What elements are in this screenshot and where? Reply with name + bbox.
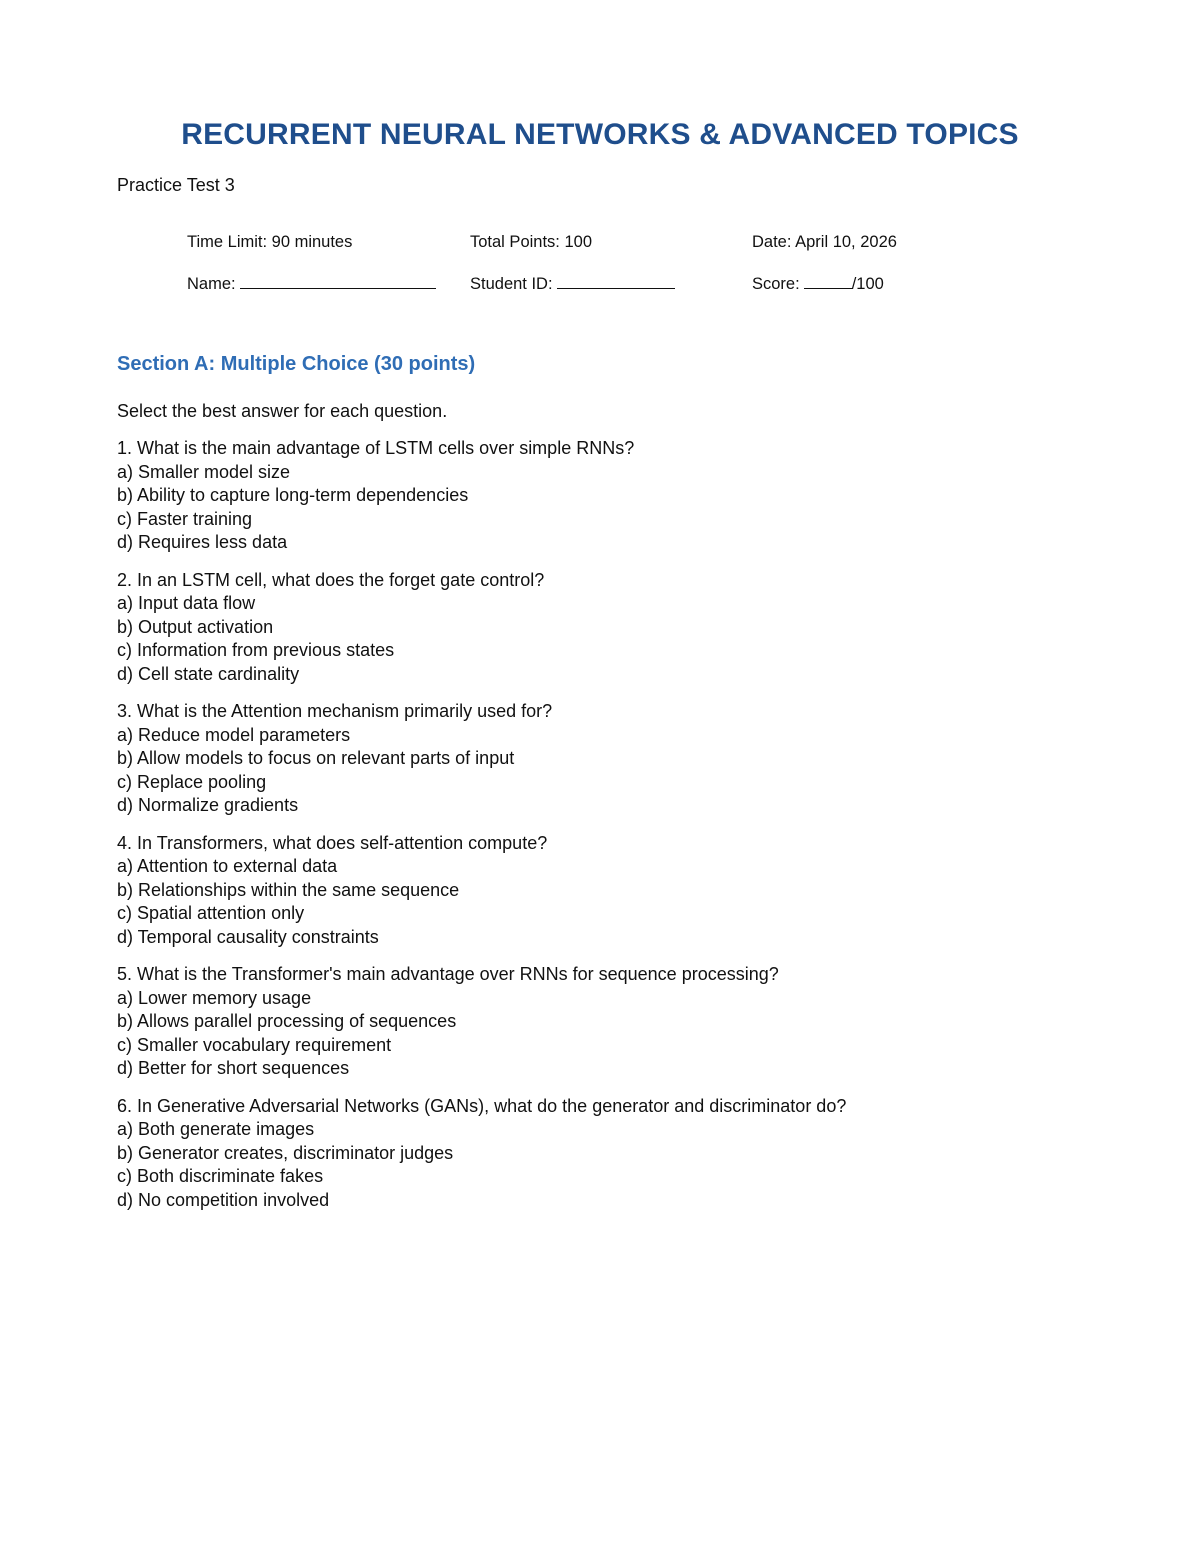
answer-option-d: d) Requires less data bbox=[117, 532, 288, 552]
question-text: 3. What is the Attention mechanism primarily used for? bbox=[117, 701, 553, 721]
score-label: Score: bbox=[752, 275, 800, 293]
score-field bbox=[752, 274, 884, 294]
answer-option-c: c) Information from previous states bbox=[117, 640, 395, 660]
time-limit: Time Limit: 90 minutes bbox=[187, 233, 353, 251]
answer-option-d: d) Cell state cardinality bbox=[117, 663, 300, 684]
section-a-heading: Section A: Multiple Choice (30 points) bbox=[117, 353, 476, 375]
question-5 bbox=[117, 963, 1117, 1081]
question-list bbox=[117, 437, 1117, 1226]
answer-option-a: a) Attention to external data bbox=[117, 856, 338, 876]
score-blank bbox=[804, 274, 852, 289]
answer-option-d: d) Normalize gradients bbox=[117, 795, 299, 815]
name-field bbox=[187, 274, 436, 294]
question-4 bbox=[117, 832, 1117, 950]
answer-option-b: b) Allow models to focus on relevant parts of input bbox=[117, 748, 515, 768]
document-title: RECURRENT NEURAL NETWORKS & ADVANCED TOPICS bbox=[181, 118, 1019, 151]
answer-option-c: c) Smaller vocabulary requirement bbox=[117, 1034, 392, 1055]
answer-option-d: d) Temporal causality constraints bbox=[117, 926, 379, 947]
question-6 bbox=[117, 1095, 1117, 1213]
answer-option-b: b) Generator creates, discriminator judges bbox=[117, 1142, 454, 1163]
answer-option-c: c) Both discriminate fakes bbox=[117, 1166, 324, 1186]
question-3 bbox=[117, 700, 1117, 818]
answer-option-a: a) Smaller model size bbox=[117, 461, 291, 482]
question-text: 4. In Transformers, what does self-attention compute? bbox=[117, 832, 548, 853]
answer-option-a: a) Both generate images bbox=[117, 1119, 315, 1139]
score-suffix: /100 bbox=[851, 275, 884, 293]
answer-option-d: d) No competition involved bbox=[117, 1189, 330, 1210]
answer-option-c: c) Spatial attention only bbox=[117, 903, 305, 923]
answer-option-b: b) Relationships within the same sequence bbox=[117, 879, 460, 900]
document-subtitle: Practice Test 3 bbox=[117, 175, 235, 195]
student-id-label: Student ID: bbox=[470, 275, 553, 293]
answer-option-a: a) Input data flow bbox=[117, 593, 256, 613]
answer-option-c: c) Replace pooling bbox=[117, 771, 267, 792]
question-text: 6. In Generative Adversarial Networks (GANs), what do the generator and discriminator do? bbox=[117, 1095, 847, 1116]
student-id-blank bbox=[557, 274, 675, 289]
answer-option-b: b) Allows parallel processing of sequences bbox=[117, 1011, 457, 1031]
question-text: 5. What is the Transformer's main advantage over RNNs for sequence processing? bbox=[117, 964, 779, 984]
question-text: 2. In an LSTM cell, what does the forget gate control? bbox=[117, 569, 545, 590]
answer-option-b: b) Output activation bbox=[117, 616, 274, 637]
name-label: Name: bbox=[187, 275, 236, 293]
question-2 bbox=[117, 569, 1117, 687]
answer-option-a: a) Lower memory usage bbox=[117, 987, 312, 1008]
question-text: 1. What is the main advantage of LSTM cells over simple RNNs? bbox=[117, 438, 635, 458]
exam-date: Date: April 10, 2026 bbox=[752, 233, 897, 251]
student-id-field bbox=[470, 274, 675, 294]
answer-option-b: b) Ability to capture long-term dependencies bbox=[117, 485, 469, 505]
section-a-instructions: Select the best answer for each question. bbox=[117, 401, 448, 421]
name-blank bbox=[240, 274, 436, 289]
answer-option-d: d) Better for short sequences bbox=[117, 1058, 350, 1078]
answer-option-a: a) Reduce model parameters bbox=[117, 724, 351, 745]
question-1 bbox=[117, 437, 1117, 555]
answer-option-c: c) Faster training bbox=[117, 508, 253, 529]
total-points: Total Points: 100 bbox=[470, 233, 592, 251]
